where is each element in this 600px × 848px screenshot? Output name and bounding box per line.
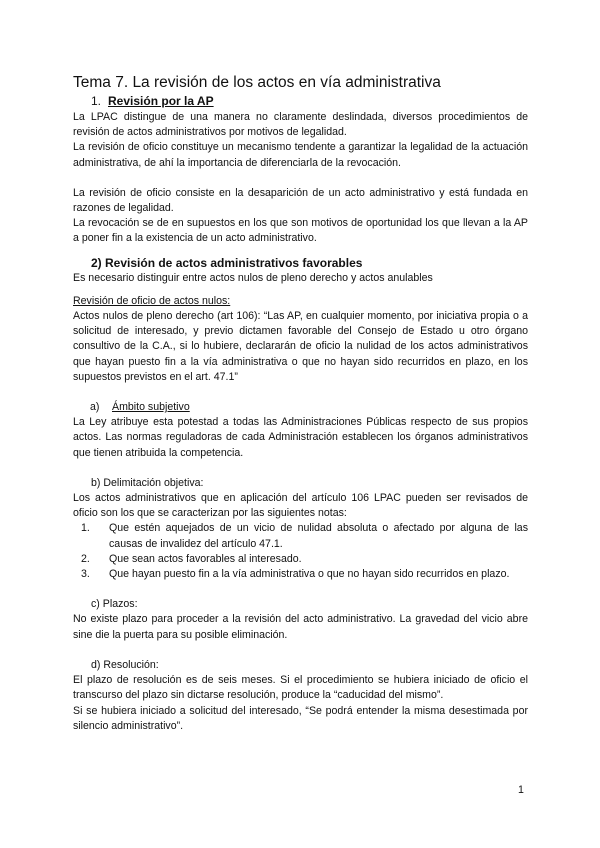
subsection-b-text: Los actos administrativos que en aplicación del artículo 106 LPAC pueden ser revisados de oficio son los que se caracterizan por las siguientes notas: — [73, 492, 528, 520]
subsection-a-text: La Ley atribuye esta potestad a todas las Administraciones Públicas respecto de sus propios actos. Las normas reguladoras de cada Administración establecen los órganos administrativos que tienen atribuida la competencia. — [73, 416, 528, 459]
subsection-d-text-1: El plazo de resolución es de seis meses. Si el procedimiento se hubiera iniciado de oficio el transcurso del plazo sin dictarse resolución, produce la “caducidad del mismo”. — [73, 674, 528, 702]
section-1-paragraph-2: La revisión de oficio constituye un mecanismo tendente a garantizar la legalidad de la actuación administrativa, de ahí la importancia de diferenciarla de la revocación. — [73, 141, 528, 169]
notes-list — [73, 521, 528, 582]
subsection-c-text: No existe plazo para proceder a la revisión del acto administrativo. La gravedad del vicio abre sine die la puerta para su posible eliminación. — [73, 613, 528, 641]
document-page — [73, 73, 528, 734]
subsection-a-letter: a) — [90, 401, 100, 414]
list-item: 3. Que hayan puesto fin a la vía administrativa o que no hayan sido recurridos en plazo. — [81, 568, 510, 581]
section-1-paragraph-1: La LPAC distingue de una manera no claramente deslindada, diversos procedimientos de revisión de actos administrativos por motivos de legalidad. — [73, 111, 528, 139]
subsection-a-label: Ámbito subjetivo — [112, 401, 190, 414]
section-1-heading — [91, 93, 528, 109]
section-1-label: Revisión por la AP — [108, 94, 214, 108]
subsection-b-heading: b) Delimitación objetiva: — [91, 476, 204, 489]
page-number: 1 — [518, 784, 524, 796]
section-1-paragraph-3: La revisión de oficio consiste en la desaparición de un acto administrativo y está fundada en razones de legalidad. — [73, 186, 528, 215]
section-2-heading: 2) Revisión de actos administrativos favorables — [91, 255, 363, 270]
subsection-c-heading: c) Plazos: — [91, 598, 138, 611]
list-item: 2. Que sean actos favorables al interesado. — [81, 552, 302, 565]
nulos-paragraph: Actos nulos de pleno derecho (art 106): “Las AP, en cualquier momento, por iniciativa propia o a solicitud de interesado, y previo dictamen favorable del Consejo de Estado u otro órgano consultivo de la C.A., si lo hubiere, declararán de oficio la nulidad de los actos administrativos que hayan puesto fin a la vía administrativa o que no hayan sido recurridos en plazo, en los supuestos previstos en el art. 47.1” — [73, 310, 528, 383]
page-title: Tema 7. La revisión de los actos en vía administrativa — [73, 74, 441, 91]
nulos-heading: Revisión de oficio de actos nulos: — [73, 294, 231, 307]
section-1-paragraph-4: La revocación se de en supuestos en los que son motivos de oportunidad los que llevan a la AP a poner fin a la existencia de un acto administrativo. — [73, 217, 528, 245]
subsection-d-heading: d) Resolución: — [91, 658, 159, 671]
subsection-a-heading — [90, 400, 528, 415]
section-2-intro: Es necesario distinguir entre actos nulos de pleno derecho y actos anulables — [73, 271, 433, 284]
subsection-d-text-2: Si se hubiera iniciado a solicitud del interesado, “Se podrá entender la misma desestimada por silencio administrativo”. — [73, 704, 528, 732]
list-item: 1. Que estén aquejados de un vicio de nulidad absoluta o afectado por alguna de las causas de invalidez del artículo 47.1. — [81, 522, 528, 550]
section-1-number: 1. — [91, 94, 102, 108]
